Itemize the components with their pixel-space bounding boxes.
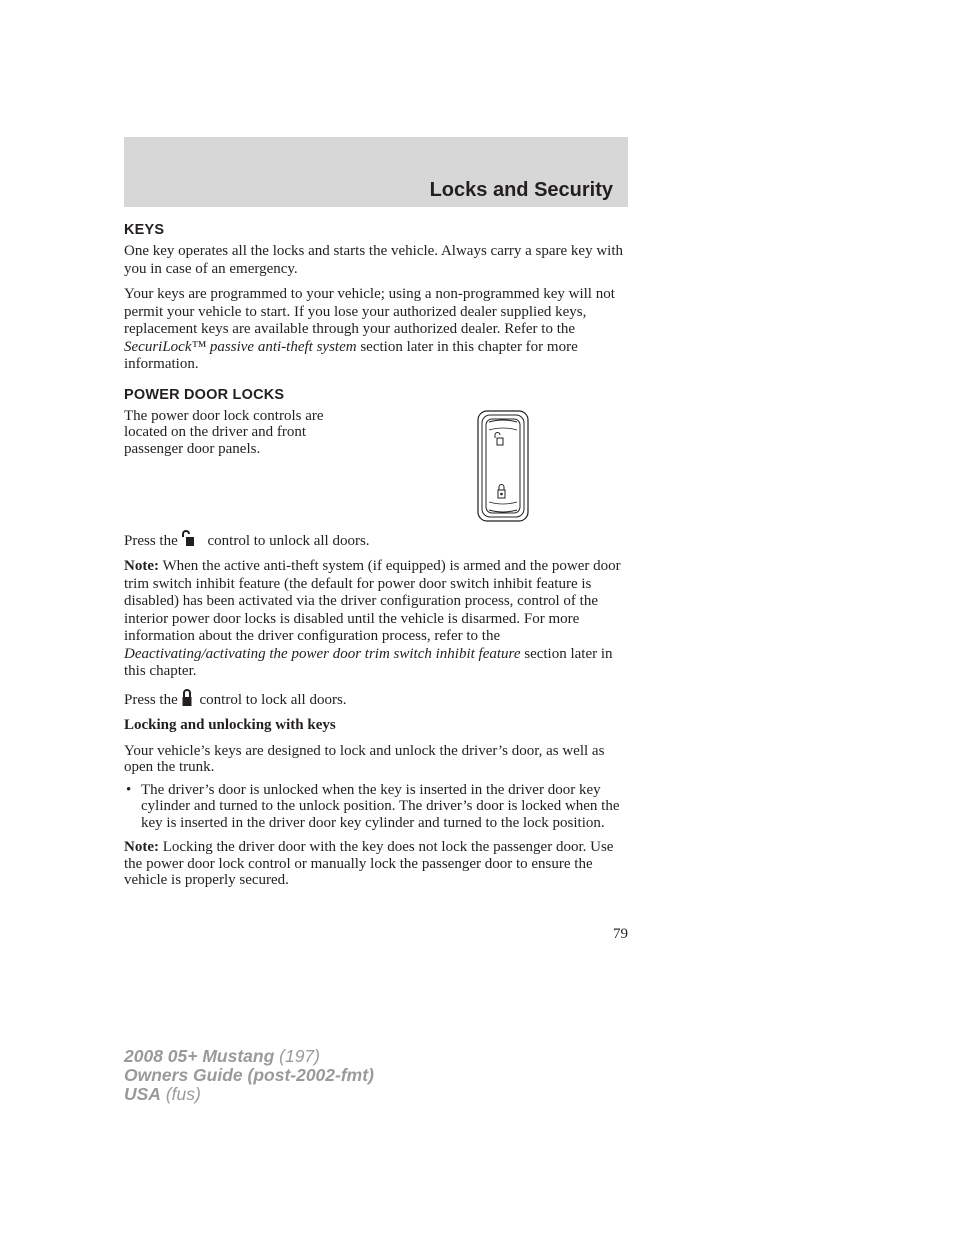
note-label: Note:	[124, 558, 159, 574]
bullet-icon: •	[126, 781, 132, 798]
unlock-instruction	[124, 530, 630, 551]
lock-instruction-post: control to lock all doors.	[199, 691, 347, 708]
note-key-locking-text: Locking the driver door with the key does not lock the passenger door. Use the power door lock control or manually lock the passenger door to ensure the vehicle is properly secured.	[124, 839, 614, 888]
inhibit-feature-reference: Deactivating/activating the power door trim switch inhibit feature	[124, 645, 521, 662]
lock-instruction-pre: Press the	[124, 691, 178, 708]
footer-market: USA	[124, 1084, 161, 1104]
document-footer	[124, 1047, 374, 1104]
lock-instruction	[124, 689, 630, 710]
unlock-instruction-post: control to unlock all doors.	[207, 532, 370, 549]
note-anti-theft	[124, 558, 630, 681]
note-anti-theft-end: section later in this chapter.	[124, 645, 613, 679]
footer-line-2	[124, 1066, 374, 1085]
section-title: Locks and Security	[429, 179, 613, 201]
securilock-reference: SecuriLock™ passive anti-theft system	[124, 338, 357, 355]
keys-paragraph-2-end: section later in this chapter for more information.	[124, 338, 578, 372]
bullet-list	[124, 782, 630, 832]
page-content	[124, 220, 630, 889]
note-anti-theft-start: When the active anti-theft system (if equipped) is armed and the power door trim switch inhibit feature (the default for power door switch inhibit feature is disabled) has been activated via the driver configuration process, control of the interior power door locks is disabled until the vehicle is disarmed. For more information about the driver configuration process, refer to the	[124, 558, 621, 644]
list-item	[124, 782, 630, 832]
footer-line-1	[124, 1047, 374, 1066]
power-door-locks-intro-row	[124, 408, 630, 530]
footer-market-code: (fus)	[160, 1084, 201, 1104]
door-lock-switch-icon	[476, 410, 530, 522]
list-item-text: The driver’s door is unlocked when the key is inserted in the driver door key cylinder and turned to the unlock position. The driver’s door is locked when the key is inserted in the driver door key cylinder and turned to the lock position.	[141, 781, 620, 831]
footer-model-code: (197)	[274, 1046, 320, 1066]
power-door-locks-intro: The power door lock controls are located on the driver and front passenger door panels.	[124, 407, 324, 457]
section-header-bar	[124, 137, 628, 207]
footer-model: 2008 05+ Mustang	[124, 1046, 275, 1066]
keys-paragraph-2-start: Your keys are programmed to your vehicle; using a non-programmed key will not permit your vehicle to start. If you lose your authorized dealer supplied keys, replacement keys are available through your authorized dealer. Refer to the	[124, 286, 615, 337]
unlock-instruction-pre: Press the	[124, 532, 178, 549]
unlock-icon	[180, 530, 202, 547]
power-door-locks-heading: POWER DOOR LOCKS	[124, 386, 285, 403]
keys-heading: KEYS	[124, 222, 165, 238]
lock-icon	[180, 689, 194, 706]
note-key-locking	[124, 839, 630, 889]
keys-paragraph-2	[124, 286, 630, 374]
keys-design-paragraph: Your vehicle’s keys are designed to lock and unlock the driver’s door, as well as open the trunk.	[124, 742, 605, 775]
page-number: 79	[613, 926, 628, 942]
footer-guide: Owners Guide (post-2002-fmt)	[124, 1065, 374, 1085]
keys-paragraph-1: One key operates all the locks and starts the vehicle. Always carry a spare key with you in case of an emergency.	[124, 243, 623, 277]
footer-line-3	[124, 1085, 374, 1104]
locking-with-keys-subheading: Locking and unlocking with keys	[124, 717, 336, 733]
note-label: Note:	[124, 839, 159, 855]
